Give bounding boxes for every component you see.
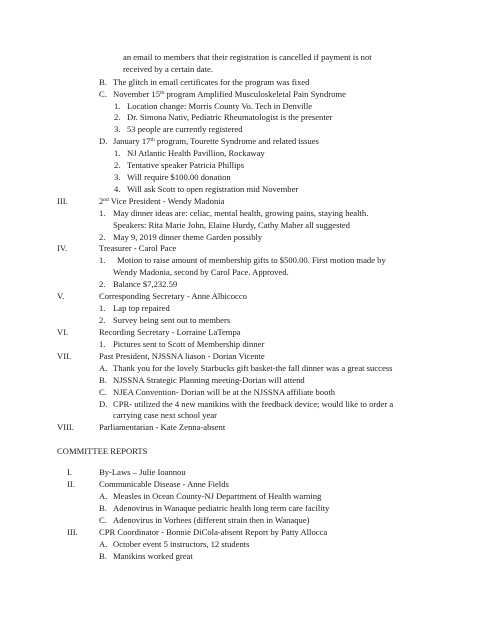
section-sub-letter: C.: [99, 387, 107, 397]
committee-sub-text: Adenovirus in Wanaque pediatric health long term care facility: [113, 503, 330, 513]
item-c-sub-text: 53 people are currently registered: [127, 124, 243, 134]
item-b-text: The glitch in email certificates for the program was fixed: [113, 77, 310, 87]
committee-sub-letter: B.: [99, 503, 107, 513]
section-title: Past President, NJSSNA liason - Dorian Vicente: [99, 351, 265, 361]
item-d-sub-text: NJ Atlantic Health Pavillion, Rockaway: [127, 148, 265, 158]
section-sub-text: Lap top repaired: [113, 303, 170, 313]
section-title: Corresponding Secretary - Anne Albicocco: [99, 291, 247, 301]
section-numeral: VI.: [57, 327, 69, 337]
committee-numeral: I.: [67, 467, 73, 477]
section-sub-letter: B.: [99, 375, 107, 385]
committee-sub-letter: A.: [99, 539, 108, 549]
section-sub-letter: A.: [99, 363, 108, 373]
section-sub-num: 2.: [99, 232, 106, 242]
item-c-letter: C.: [99, 89, 107, 99]
section-sub-text: May 9, 2019 dinner theme Garden possibly: [113, 232, 263, 242]
item-d-sub-num: 1.: [114, 148, 121, 158]
item-d-sub-text: Will ask Scott to open registration mid November: [127, 184, 299, 194]
section-title: 2nd Vice President - Wendy Madonia: [99, 196, 225, 206]
section-sub-text: NJEA Convention- Dorian will be at the NJSSNA affiliate booth: [113, 387, 336, 397]
committee-numeral: III.: [67, 527, 78, 537]
committee-numeral: II.: [67, 479, 75, 489]
section-sub-num: 2.: [99, 315, 106, 325]
continuation-line-2: received by a certain date.: [123, 64, 213, 74]
section-numeral: V.: [57, 291, 65, 301]
section-sub-text: Thank you for the lovely Starbucks gift basket-the fall dinner was a great success: [113, 363, 393, 373]
committee-title: CPR Coordinator - Bonnie DiCola-absent Report by Patty Allocca: [99, 527, 328, 537]
continuation-line-1: an email to members that their registration is cancelled if payment is not: [123, 52, 372, 62]
section-sub-text: NJSSNA Strategic Planning meeting-Dorian will attend: [113, 375, 305, 385]
committee-sub-text: Adenovirus in Vorhees (different strain then in Wanaque): [113, 515, 310, 525]
section-title: Treasurer - Carol Pace: [99, 243, 177, 253]
item-b-letter: B.: [99, 77, 107, 87]
section-sub-text: May dinner ideas are: celiac, mental health, growing pains, staying health.: [113, 208, 369, 218]
section-sub-text: Balance $7,232.59: [113, 279, 178, 289]
item-d-text: January 17th program, Tourette Syndrome and related issues: [113, 136, 319, 146]
section-sub-text: Motion to raise amount of membership gifts to $500.00. First motion made by: [117, 255, 386, 265]
section-sub-letter: D.: [99, 399, 108, 409]
committee-sub-text: October event 5 instructors, 12 students: [113, 539, 250, 549]
section-sub-num: 1.: [99, 303, 106, 313]
section-title: Parliamentarian - Kate Zenna-absent: [99, 422, 226, 432]
section-sub-text: CPR- utilized the 4 new manikins with the feedback device; would like to order a: [113, 399, 394, 409]
item-d-sub-text: Tentative speaker Patricia Phillips: [127, 160, 245, 170]
item-c-text: November 15th program Amplified Musculoskeletal Pain Syndrome: [113, 89, 346, 99]
section-sub-num: 2.: [99, 279, 106, 289]
section-title: Recording Secretary - Lorraine LaTempa: [99, 327, 241, 337]
section-sub-num: 1.: [99, 208, 106, 218]
section-sub-text: Wendy Madonia, second by Carol Pace. Approved.: [113, 267, 289, 277]
item-d-letter: D.: [99, 136, 108, 146]
committee-sub-letter: C.: [99, 515, 107, 525]
committee-sub-letter: A.: [99, 491, 108, 501]
section-numeral: IV.: [57, 243, 68, 253]
section-numeral: VII.: [57, 351, 72, 361]
committee-title: By-Laws – Julie Ioannou: [99, 467, 186, 477]
committee-sub-letter: B.: [99, 551, 107, 561]
section-numeral: III.: [57, 196, 68, 206]
section-sub-text: Survey being sent out to members: [113, 315, 231, 325]
item-c-sub-num: 1.: [114, 101, 121, 111]
item-d-sub-num: 3.: [114, 172, 121, 182]
section-sub-text: Speakers: Rita Marie John, Elaine Hurdy, Cathy Maher all suggested: [113, 220, 350, 230]
item-c-sub-text: Dr. Simona Nativ, Pediatric Rheumatologist is the presenter: [127, 112, 333, 122]
committee-heading: COMMITTEE REPORTS: [57, 446, 148, 456]
item-d-sub-num: 2.: [114, 160, 121, 170]
section-sub-num: 1.: [99, 339, 106, 349]
item-c-sub-num: 3.: [114, 124, 121, 134]
committee-sub-text: Manikins worked great: [113, 551, 193, 561]
section-sub-text: Pictures sent to Scott of Membership dinner: [113, 339, 265, 349]
section-sub-num: 1.: [99, 255, 106, 265]
committee-sub-text: Measles in Ocean County-NJ Department of Health warning: [113, 491, 322, 501]
section-sub-text: carrying case next school year: [113, 410, 218, 420]
item-d-sub-text: Will require $100.00 donation: [127, 172, 231, 182]
item-d-sub-num: 4.: [114, 184, 121, 194]
section-numeral: VIII.: [57, 422, 74, 432]
item-c-sub-text: Location change: Morris County Vo. Tech in Denville: [127, 101, 313, 111]
item-c-sub-num: 2.: [114, 112, 121, 122]
committee-title: Communicable Disease - Anne Fields: [99, 479, 229, 489]
